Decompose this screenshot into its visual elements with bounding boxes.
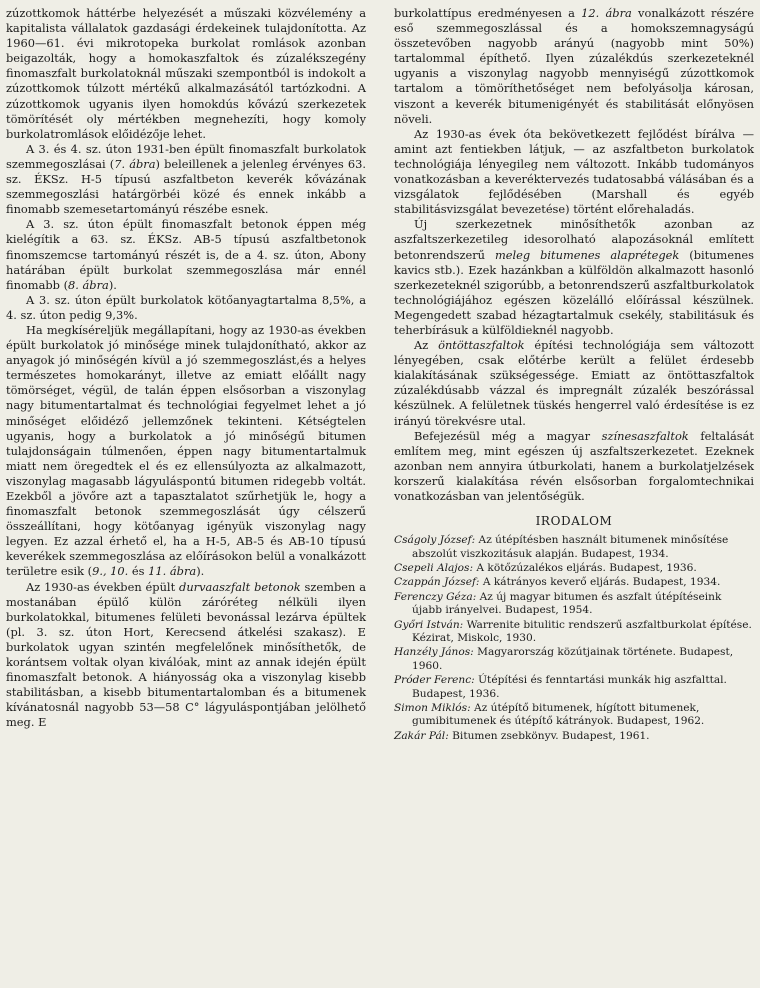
reference-item [394,576,754,589]
references-heading: IRODALOM [535,514,613,529]
references-list [394,534,754,743]
body-paragraph: Befejezésül még a magyar színesaszfaltok feltalását említem meg, mint egészen új aszfaltszerkezetet. Ezeknek azonban nem annyira útburkolati, hanem a burkolatjelzések korszerű kialakítása révén elsősorban forgalomtechnikai vonatkozásban van jelentőségük. [394,428,754,503]
body-paragraph: Az 1930-as évek óta bekövetkezett fejlődést bírálva — amint azt fentiekben látjuk, — az aszfaltbeton burkolatok technológiája lényegileg nem változott. Inkább tudományos vonatkozásban a keveréktervezés tudatosabbá válásában és a vizsgálatok fejlődésében (Marshall és egyéb stabilitásvizsgálat bevezetése) történt előrehaladás. [394,126,754,217]
reference-author: Simon Miklós: [394,701,471,714]
reference-item [394,591,754,618]
body-paragraph: Ha megkíséreljük megállapítani, hogy az 1930-as években épült burkolatok jó minősége minek tulajdonítható, akkor az anyagok jó minőségén kívül a jó szemmegoszlást,és a helyes természetes homokarányt, illetve az emiatt előállt nagy tömörséget, végül, de talán éppen elsősorban a viszonylag nagy bitumentartalmat és technológiai fegyelmet lehet a jó minőséget előidéző jellemzőnek tekinteni. Kétségtelen ugyanis, hogy a burkolatok a jó minőségű bitumen tulajdonságain túlmenően, éppen nagy bitumentartalmuk miatt nem öregedtek el és ez ellensúlyozta az alkalmazott, viszonylag magasabb lágyuláspontú bitumen ridegebb voltát. Ezekből a jövőre azt a tapasztalatot szűrhetjük le, hogy a finomaszfalt betonok szemmegoszlását úgy célszerű összeállítani, hogy kötőanyag igényük viszonylag nagy legyen. Ez azzal érhető el, ha a H-5, AB-5 és AB-10 típusú keverékek szemmegoszlása az előírásokon belül a vonalkázott területre esik (9., 10. és 11. ábra). [6,322,366,579]
reference-author: Zakár Pál: [394,729,449,742]
reference-author: Győri István: [394,618,464,631]
reference-author: Csepeli Alajos: [394,561,474,574]
body-paragraph: burkolattípus eredményesen a 12. ábra vonalkázott részére eső szemmegoszlással és a homokszemnagyságú összetevőben nagyobb arányú (nagyobb mint 50%) tartalommal építhető. Ilyen zúzalékdús szerkezeteknél ugyanis a viszonylag nagyobb mennyiségű zúzottkomok tartalom a tömöríthetőséget nem befolyásolja károsan, viszont a keverék bitumenigényét és stabilitását előnyösen növeli. [394,6,754,126]
reference-author: Próder Ferenc: [394,674,475,687]
reference-text: A kátrányos keverő eljárás. Budapest, 1934. [479,576,721,589]
reference-text: Útépítési és fenntartási munkák hig aszfalttal. Budapest, 1936. [412,674,727,700]
body-paragraph: A 3. sz. úton épült burkolatok kötőanyagtartalma 8,5%, a 4. sz. úton pedig 9,3%. [6,292,366,322]
body-paragraph: Az 1930-as években épült durvaaszfalt betonok szemben a mostanában épülő külön záróréteg nélküli ilyen burkolatokkal, bitumenes felületi bevonással lezárva épültek (pl. 3. sz. úton Hort, Kerecsend átkelési szakasz). E burkolatok ugyan szintén megfelelőnek minősíthetők, de korántsem voltak olyan kiválóak, mint az annak idején épült finomaszfalt betonok. A hiányosság oka a viszonylag kisebb stabilitásban, a kisebb bitumentartalomban és a bitumenek kívánatosnál nagyobb 53—58 C° lágyuláspontjában jelölhető meg. E [6,579,366,730]
reference-item [394,534,754,561]
reference-text: Bitumen zsebkönyv. Budapest, 1961. [448,729,650,742]
reference-item [394,562,754,575]
reference-author: Czappán József: [394,576,480,589]
right-column-body [394,6,754,504]
body-paragraph: A 3. és 4. sz. úton 1931-ben épült finomaszfalt burkolatok szemmegoszlásai (7. ábra) beleillenek a jelenleg érvényes 63. sz. ÉKSz. H-5 típusú aszfaltbeton keverék kővázának szemmegoszlási határgörbéi közé és ennek inkább a finomabb szemesetartományú részébe esnek. [6,141,366,217]
body-paragraph: A 3. sz. úton épült finomaszfalt betonok éppen még kielégítik a 63. sz. ÉKSz. AB-5 típusú aszfaltbetonok finomszemcse tartományú részét is, de a 4. sz. úton, Abony határában épült burkolat szemmegoszlása már ennél finomabb (8. ábra). [6,217,366,292]
reference-item [394,730,754,743]
reference-item [394,702,754,729]
reference-text: Magyarország közútjainak története. Budapest, 1960. [412,646,734,672]
body-paragraph: Az öntöttaszfaltok építési technológiája sem változott lényegében, csak előtérbe került a felület érdesebb kialakításának szükségessége. Emiatt az öntöttaszfaltok zúzalékdúsabb vázzal és impregnált zúzalék beszórással készülnek. A felületnek tüskés hengerrel való érdesítése is ez irányú törekvésre utal. [394,338,754,428]
reference-text: Warrenite bitulitic rendszerű aszfaltburkolat építése. Kézirat, Miskolc, 1930. [412,618,752,644]
reference-author: Hanzély János: [394,646,474,659]
body-paragraph: zúzottkomok háttérbe helyezését a műszaki közvélemény a kapitalista vállalatok gazdasági érdekeinek tulajdonította. Az 1960—61. évi mikrotopeka burkolat romlások azonban beigazolták, hogy a homokaszfaltok és zúzalékszegény finomaszfalt burkolatoknál műszaki szempontból is indokolt a zúzottkomok túlzott mértékű alkalmazásától tartózkodni. A zúzottkomok ugyanis ilyen homokdús kővázú szerkezetek tömörítését oly mértékben megnehezíti, hogy komoly burkolatromlások előidézője lehet. [6,6,366,141]
reference-text: A kötőzúzalékos eljárás. Budapest, 1936. [473,561,697,574]
body-paragraph: Új szerkezetnek minősíthetők azonban az aszfaltszerkezetileg idesorolható alapozásoknál említett betonrendszerű meleg bitumenes alaprétegek (bitumenes kavics stb.). Ezek hazánkban a külföldön alkalmazott hasonló szerkezeteknél szigorúbb, a betonrendszerű aszfaltburkolatok technológiájához egészen közelálló előírással készülnek. Megengedett szabad hézagtartalmuk csekély, stabilitásuk és teherbírásuk a külföldieknél nagyobb. [394,217,755,337]
reference-item [394,674,754,701]
reference-item [394,646,754,673]
left-column [6,6,366,731]
reference-item [394,619,754,646]
reference-text: Az útépítő bitumenek, hígított bitumenek, gumibitumenek és útépítő kátrányok. Budapest, 1962. [412,701,705,728]
reference-text: Az új magyar bitumen és aszfalt útépítéseink újabb irányelvei. Budapest, 1954. [412,590,722,617]
reference-text: Az útépítésben használt bitumenek minősítése abszolút viszkozitásuk alapján. Budapest, 1934. [412,534,729,560]
right-column [394,6,754,744]
reference-author: Cságoly József: [394,534,476,547]
reference-author: Ferenczy Géza: [394,590,477,603]
